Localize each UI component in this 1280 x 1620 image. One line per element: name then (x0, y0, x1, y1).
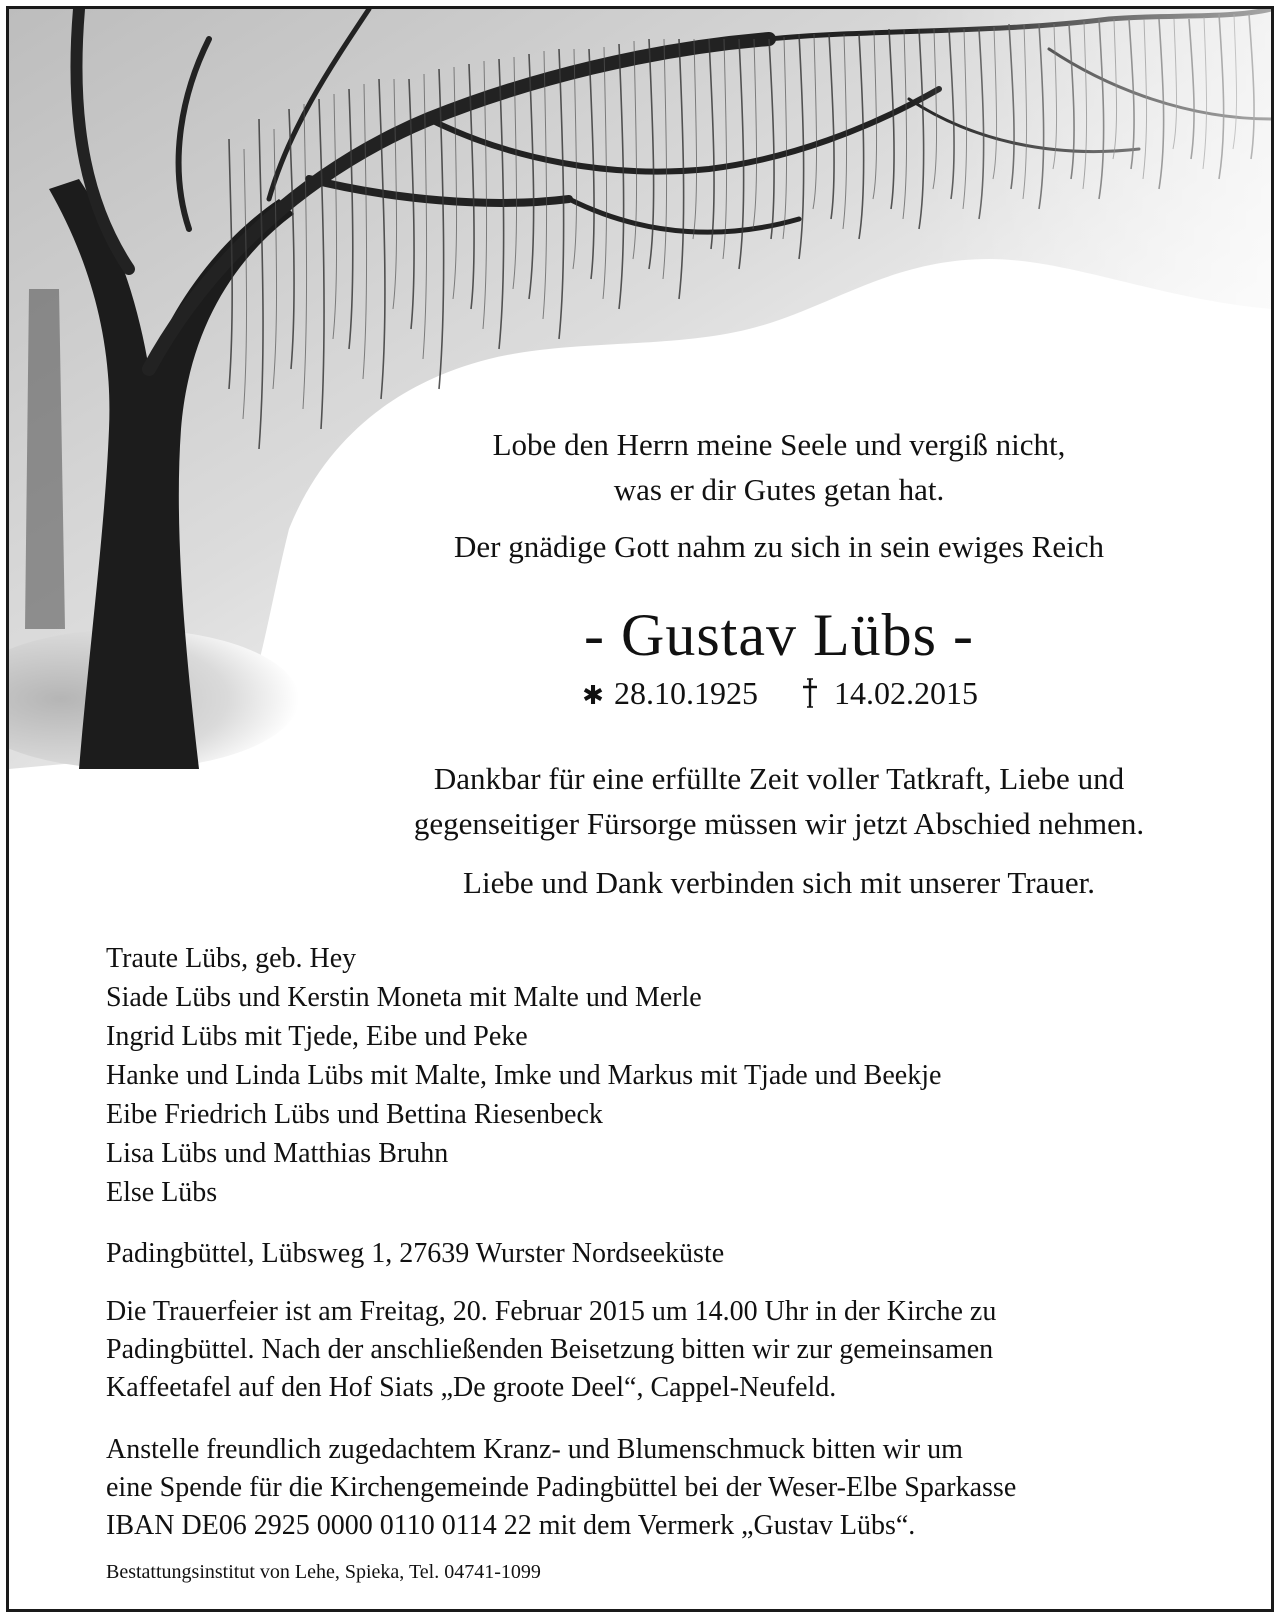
birth-date: 28.10.1925 (614, 675, 758, 711)
deceased-name: - Gustav Lübs - (584, 602, 974, 668)
family-member: Lisa Lübs und Matthias Bruhn (106, 1138, 449, 1169)
life-dates (339, 675, 1219, 716)
donation-line-1: Anstelle freundlich zugedachtem Kranz- und Blumenschmuck bitten wir um (106, 1434, 963, 1465)
family-member: Traute Lübs, geb. Hey (106, 943, 357, 974)
family-address: Padingbüttel, Lübsweg 1, 27639 Wurster Nordseeküste (106, 1238, 725, 1269)
obituary-notice (6, 6, 1274, 1612)
farewell-line-1: Dankbar für eine erfüllte Zeit voller Tatkraft, Liebe und (433, 761, 1125, 796)
farewell-line-2: gegenseitiger Fürsorge müssen wir jetzt Abschied nehmen. (413, 805, 1145, 841)
verse-line-3: Der gnädige Gott nahm zu sich in sein ewiges Reich (454, 528, 1104, 564)
funeral-ceremony-text (106, 1293, 996, 1407)
ceremony-line-2: Padingbüttel. Nach der anschließenden Beisetzung bitten wir zur gemeinsamen (106, 1334, 994, 1365)
family-member: Ingrid Lübs mit Tjede, Eibe und Peke (106, 1021, 528, 1052)
verse-line-2: was er dir Gutes getan hat. (613, 471, 945, 507)
family-member: Siade Lübs und Kerstin Moneta mit Malte und Merle (106, 982, 702, 1013)
bible-verse (339, 423, 1219, 570)
farewell-text (339, 757, 1219, 906)
family-member: Else Lübs (106, 1177, 218, 1208)
farewell-line-3: Liebe und Dank verbinden sich mit unserer Trauer. (463, 864, 1095, 900)
family-member: Hanke und Linda Lübs mit Malte, Imke und Markus mit Tjade und Beekje (106, 1060, 942, 1091)
family-list (106, 939, 941, 1212)
ceremony-line-1: Die Trauerfeier ist am Freitag, 20. Februar 2015 um 14.00 Uhr in der Kirche zu (106, 1296, 997, 1327)
asterisk-birth-icon: ✱ (582, 681, 604, 710)
family-member: Eibe Friedrich Lübs und Bettina Riesenbeck (106, 1099, 603, 1130)
donation-line-2: eine Spende für die Kirchengemeinde Padingbüttel bei der Weser-Elbe Sparkasse (106, 1472, 1017, 1503)
undertaker-contact: Bestattungsinstitut von Lehe, Spieka, Tel. 04741-1099 (106, 1561, 541, 1583)
verse-line-1: Lobe den Herrn meine Seele und vergiß nicht, (492, 427, 1066, 462)
ceremony-line-3: Kaffeetafel auf den Hof Siats „De groote Deel“, Cappel-Neufeld. (106, 1372, 837, 1403)
cross-death-icon (800, 678, 820, 716)
donation-request-text (106, 1431, 1016, 1545)
donation-line-3: IBAN DE06 2925 0000 0110 0114 22 mit dem Vermerk „Gustav Lübs“. (106, 1510, 916, 1541)
death-date: 14.02.2015 (834, 675, 978, 711)
